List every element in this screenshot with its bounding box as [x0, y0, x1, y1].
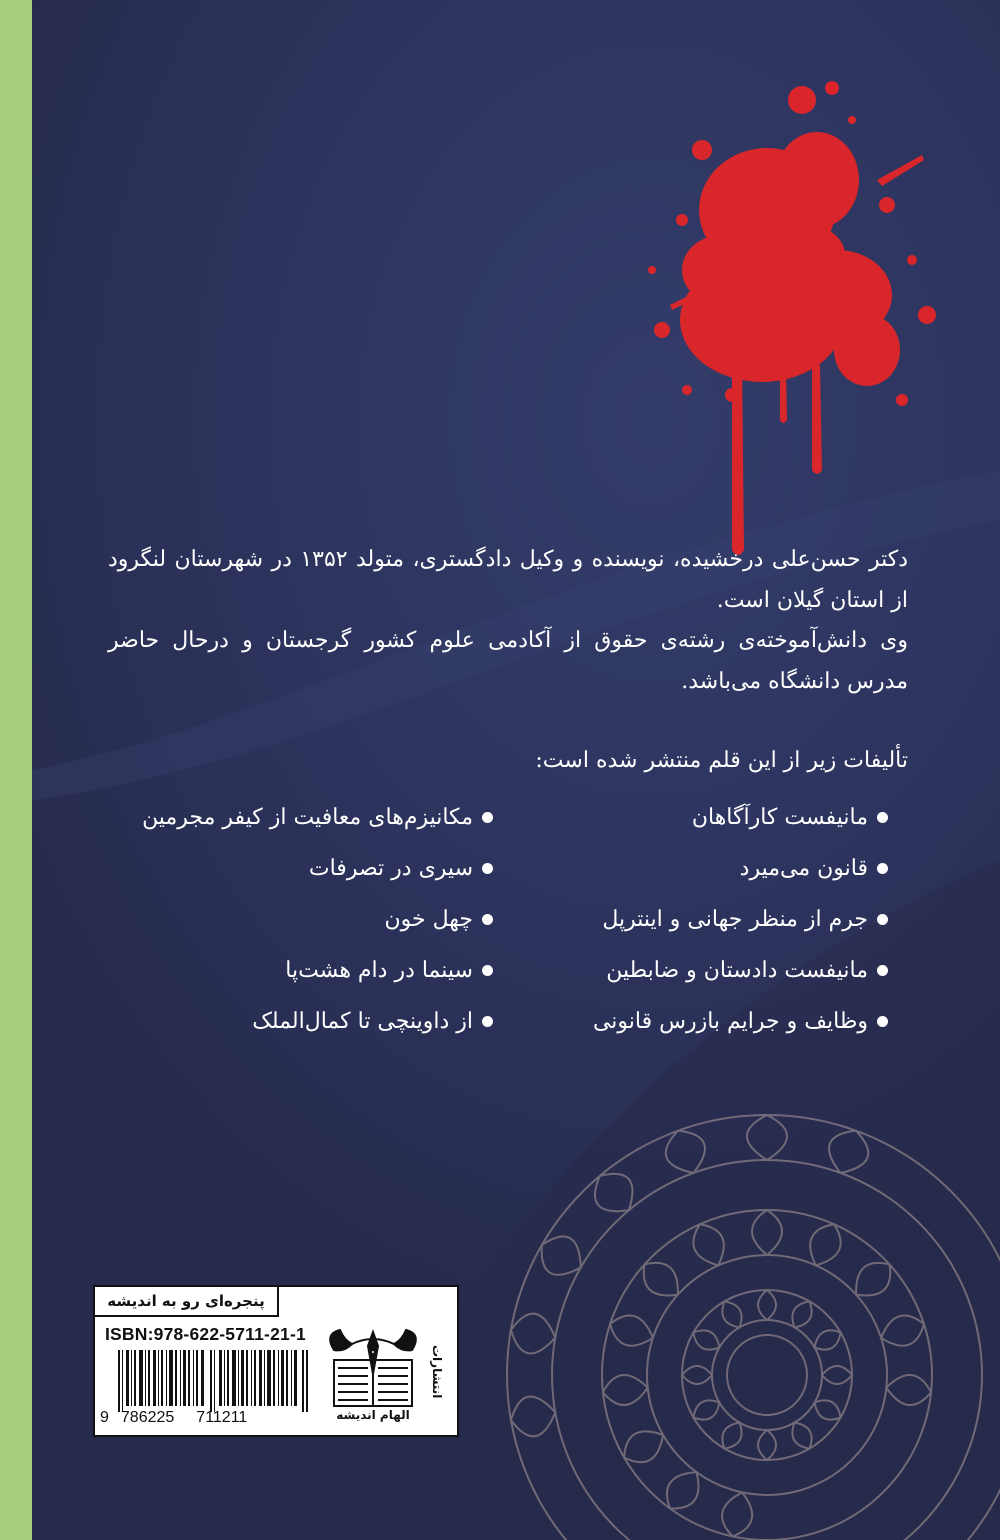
- list-item: [118, 800, 493, 834]
- work-title: مکانیزم‌های معافیت از کیفر مجرمین: [142, 804, 473, 830]
- list-item: [513, 902, 888, 936]
- barcode-digits: [100, 1409, 257, 1427]
- blood-splatter-icon: [592, 60, 972, 580]
- bullet-icon: [482, 1016, 493, 1027]
- work-title: چهل خون: [384, 906, 473, 932]
- barcode-digit-group: 711211: [196, 1409, 248, 1426]
- bullet-icon: [877, 863, 888, 874]
- mandala-ornament-icon: [412, 1110, 1000, 1540]
- work-title: قانون می‌میرد: [739, 855, 868, 881]
- bullet-icon: [482, 863, 493, 874]
- isbn-number: ISBN:978-622-5711-21-1: [105, 1324, 306, 1344]
- barcode-digit-group: 9: [100, 1409, 109, 1426]
- barcode: [118, 1350, 308, 1412]
- bullet-icon: [482, 965, 493, 976]
- works-list: [98, 800, 888, 1038]
- work-title: سینما در دام هشت‌پا: [285, 957, 473, 983]
- bullet-icon: [877, 812, 888, 823]
- list-item: [513, 953, 888, 987]
- list-item: [118, 902, 493, 936]
- bullet-icon: [877, 965, 888, 976]
- works-heading: تألیفات زیر از این قلم منتشر شده است:: [535, 748, 908, 773]
- list-item: [118, 1004, 493, 1038]
- work-title: جرم از منظر جهانی و اینترپل: [602, 906, 868, 932]
- bullet-icon: [482, 812, 493, 823]
- list-item: [118, 851, 493, 885]
- bullet-icon: [877, 1016, 888, 1027]
- publisher-label: انتشارات: [430, 1345, 444, 1399]
- bio-paragraph-1: دکتر حسن‌علی درخشیده، نویسنده و وکیل دادگستری، متولد ۱۳۵۲ در شهرستان لنگرود از استان گیلان است.: [108, 547, 908, 613]
- work-title: وظایف و جرایم بازرس قانونی: [592, 1008, 868, 1034]
- bullet-icon: [482, 914, 493, 925]
- list-item: [513, 800, 888, 834]
- bio-paragraph-2: وی دانش‌آموخته‌ی رشته‌ی حقوق از آکادمی علوم کشور گرجستان و درحال حاضر مدرس دانشگاه می‌باشد.: [108, 628, 908, 694]
- list-item: [118, 953, 493, 987]
- list-item: [513, 851, 888, 885]
- publisher-slogan: پنجره‌ای رو به اندیشه: [95, 1287, 279, 1317]
- author-bio: [108, 540, 908, 702]
- work-title: از داوینچی تا کمال‌الملک: [252, 1008, 473, 1034]
- publisher-name: الهام اندیشه: [336, 1408, 410, 1422]
- work-title: سیری در تصرفات: [308, 855, 473, 881]
- bullet-icon: [877, 914, 888, 925]
- list-item: [513, 1004, 888, 1038]
- work-title: مانیفست کارآگاهان: [691, 804, 868, 830]
- book-spine: [0, 0, 32, 1540]
- work-title: مانیفست دادستان و ضابطین: [606, 957, 868, 983]
- barcode-digit-group: 786225: [120, 1409, 175, 1426]
